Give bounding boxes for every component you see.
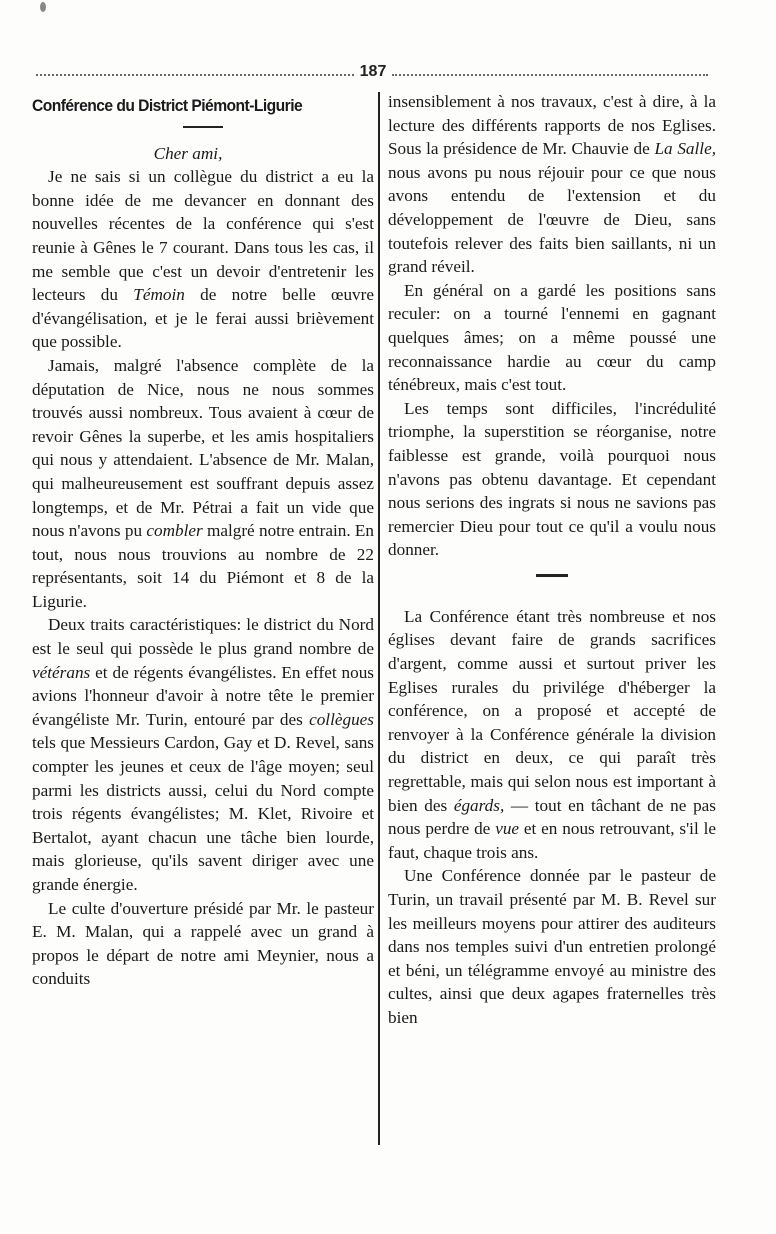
paragraph-text: nous avons pu nous réjouir pour ce que nous avons entendu de l'extension et du développement de l'œuvre de Dieu, sans toutefois relever des faits bien saillants, ni un grand réveil. — [388, 162, 716, 277]
section-separator — [536, 574, 568, 577]
emphasis-text: collègues — [309, 709, 374, 729]
paragraph — [32, 354, 374, 614]
right-paragraphs — [388, 90, 716, 1030]
paragraph-text: malgré notre entrain. En tout, nous nous trouvions au nombre de 22 représentants, soit 14 du Piémont et 8 de la Ligurie. — [32, 521, 375, 611]
header-rule-left — [36, 74, 354, 76]
salutation: Cher ami, — [153, 143, 223, 163]
paragraph-text: et de régents évangélistes. En effet nous avions l'honneur d'avoir à notre tête le premier évangéliste Mr. Turin, entouré par des — [32, 662, 374, 729]
paragraph-text: Le culte d'ouverture présidé par Mr. le pasteur E. M. Malan, qui a rappelé avec un grand à propos le départ de notre ami Meynier, nous a conduits — [32, 898, 374, 989]
paragraph-text: Une Conférence donnée par le pasteur de Turin, un travail présenté par M. B. Revel sur les meilleurs moyens pour attirer des auditeurs dans nos temples suivi d'un entretien prolongé et béni, un télégramme envoyé au ministre des cultes, ainsi que deux agapes fraternelles très bien — [388, 866, 716, 1027]
paragraph — [388, 90, 716, 279]
paragraph — [388, 605, 716, 865]
right-column — [388, 90, 716, 1030]
emphasis-text: égards, — [453, 795, 505, 815]
paragraph-text: En général on a gardé les positions sans reculer: on a tourné l'ennemi en gagnant quelques âmes; on a même poussé une reconnaissance hardie au cœur du camp ténébreux, mais c'est tout. — [388, 280, 716, 395]
paragraph-text: Deux traits caractéristiques: le district du Nord est le seul qui possède le plus grand nombre de — [32, 615, 374, 659]
paragraph — [32, 897, 374, 991]
paragraph — [32, 613, 374, 896]
column-divider — [378, 92, 380, 1145]
title-rule — [183, 126, 223, 128]
paragraph-text: Les temps sont difficiles, l'incrédulité triomphe, la superstition se réorganise, notre faiblesse est grande, voilà pourquoi nous n'avons pas obtenu davantage. Et cependant nous serions des ingrats si nous ne savions pas remercier Dieu pour tout ce qu'il a voulu nous donner. — [388, 398, 716, 560]
page-number: 187 — [359, 63, 387, 80]
paragraph — [388, 397, 716, 562]
emphasis-text: vue — [495, 819, 520, 839]
paragraph-text: insensiblement à nos travaux, c'est à dire, à la lecture des différents rapports de nos Eglises. Sous la présidence de Mr. Chauvie de — [388, 92, 716, 159]
page-header — [36, 63, 708, 80]
emphasis-text: La Salle, — [654, 139, 716, 159]
paragraph-text: tels que Messieurs Cardon, Gay et D. Revel, sans compter les jeunes et ceux de l'âge moyen; seul parmi les districts aussi, celui du Nord compte trois régents évangélistes; M. Klet, Rivoire et Bertalot, ayant chacun une tâche bien lourde, mais glorieuse, qu'ils savent diriger avec une grande énergie. — [32, 733, 374, 894]
paragraph-text: Jamais, malgré l'absence complète de la députation de Nice, nous ne nous sommes trouvés aussi nombreux. Tous avaient à cœur de revoir Gênes la superbe, et les amis hospitaliers qui nous y attendaient. L'absence de Mr. Malan, qui malheureusement est souffrant depuis assez longtemps, et de Mr. Pétrai a fait un vide que nous n'avons pu — [32, 355, 374, 541]
paragraph — [32, 165, 374, 354]
header-rule-right — [392, 74, 708, 76]
left-column — [32, 90, 374, 991]
paragraph-text: et en nous retrouvant, s'il le faut, chaque trois ans. — [388, 819, 716, 862]
paragraph — [388, 279, 716, 397]
emphasis-text: vétérans — [32, 662, 91, 682]
ink-speck — [40, 2, 46, 12]
paragraph-text: La Conférence étant très nombreuse et nos églises devant faire de grands sacrifices d'argent, comme aussi et surtout priver les Eglises rurales du privilége d'héberger la conférence, on a proposé et accepté de renvoyer à la Conférence générale la division du district en deux, ce qui paraît très regrettable, mais qui selon nous est important à bien des — [388, 606, 716, 815]
paragraph — [388, 864, 716, 1029]
paragraph-text: — tout en tâchant de ne pas nous perdre de — [388, 795, 716, 839]
emphasis-text: Témoin — [133, 285, 185, 305]
emphasis-text: combler — [146, 521, 203, 541]
article-title: Conférence du District Piémont-Ligurie — [32, 96, 303, 115]
left-paragraphs — [32, 165, 374, 991]
paragraph-text: Je ne sais si un collègue du district a eu la bonne idée de me devancer en donnant des nouvelles récentes de la conférence qui s'est reunie à Gênes le 7 courant. Dans tous les cas, il me semble que c'est un devoir d'entretenir les lecteurs du — [32, 167, 374, 305]
paragraph-text: de notre belle œuvre d'évangélisation, et je le ferai aussi brièvement que possible. — [32, 285, 374, 352]
